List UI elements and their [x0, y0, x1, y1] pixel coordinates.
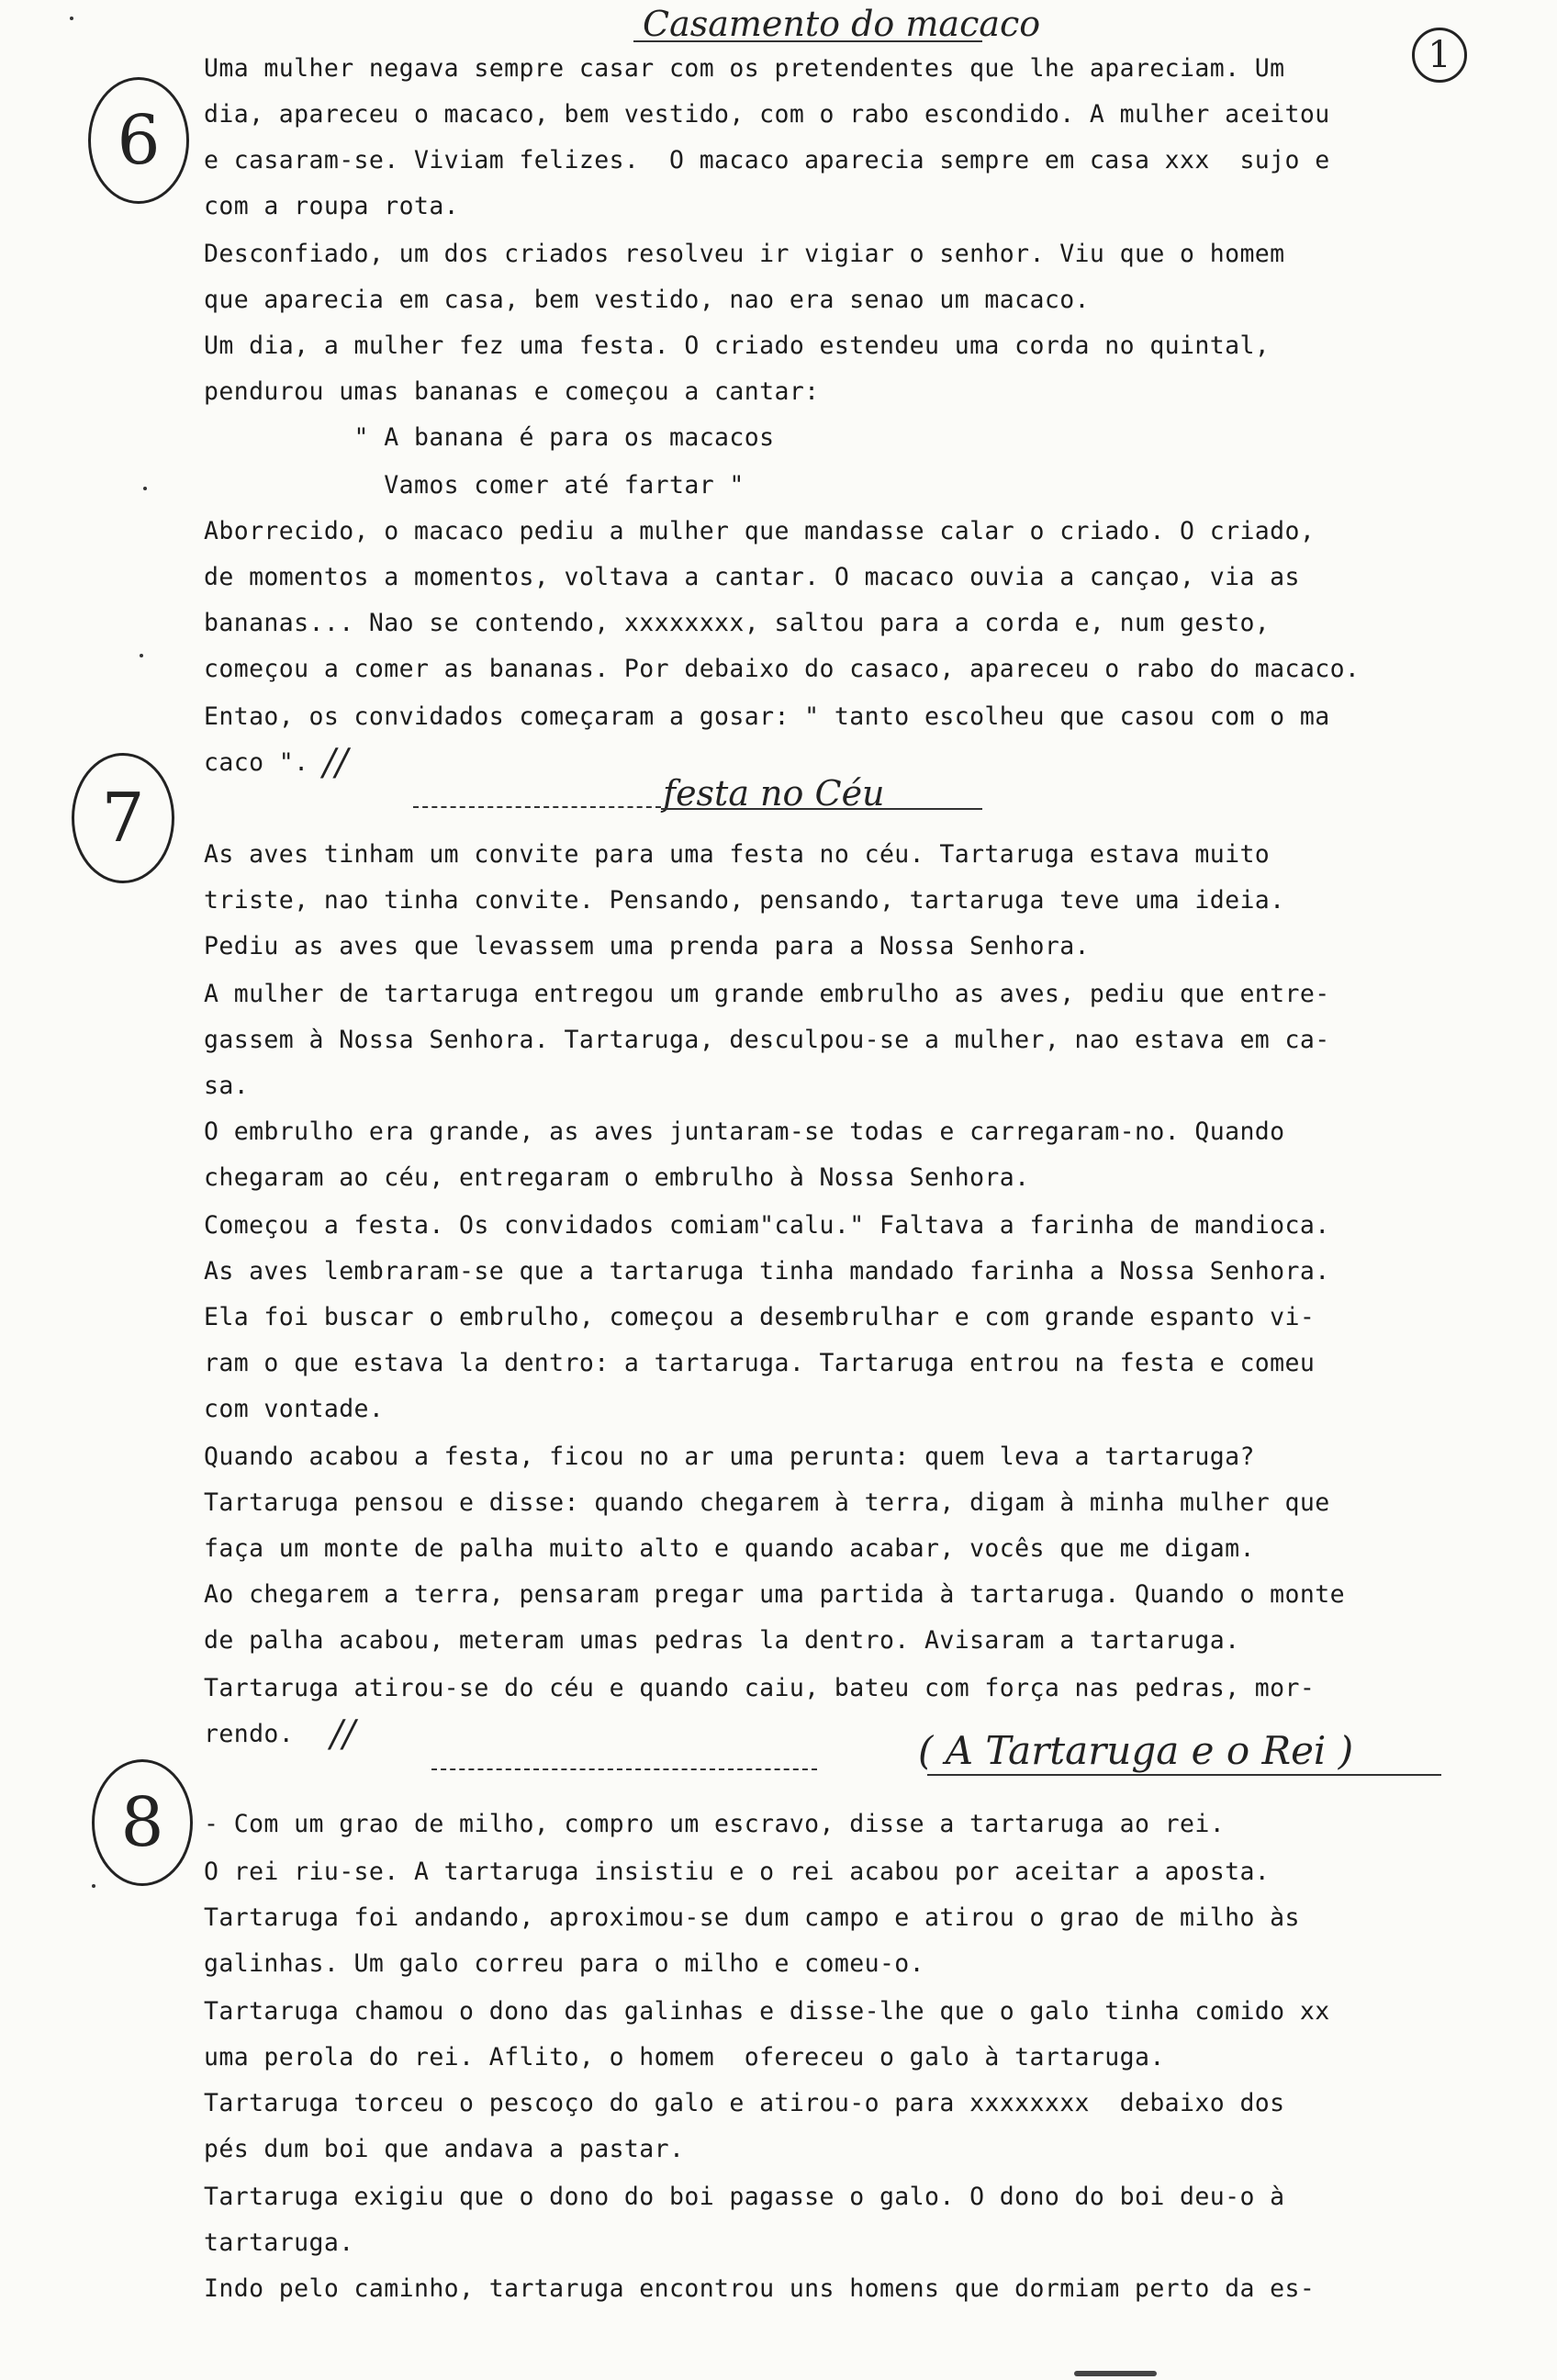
story-number-8: 8 — [120, 1783, 164, 1862]
text-line: dia, apareceu o macaco, bem vestido, com o rabo escondido. A mulher aceitou — [204, 100, 1330, 129]
text-line: Desconfiado, um dos criados resolveu ir vigiar o senhor. Viu que o homem — [204, 240, 1285, 268]
text-line: caco ". — [204, 748, 309, 777]
page-number: 1 — [1428, 34, 1451, 76]
end-of-story-slashes: // — [323, 742, 348, 784]
text-line: Uma mulher negava sempre casar com os pretendentes que lhe apareciam. Um — [204, 54, 1285, 83]
text-line: triste, nao tinha convite. Pensando, pensando, tartaruga teve uma ideia. — [204, 886, 1285, 915]
text-line: As aves lembraram-se que a tartaruga tinha mandado farinha a Nossa Senhora. — [204, 1257, 1330, 1285]
text-line: galinhas. Um galo correu para o milho e comeu-o. — [204, 1949, 925, 1978]
song-line: " A banana é para os macacos — [204, 423, 775, 452]
story-number-circle-7 — [72, 753, 174, 883]
text-line: e casaram-se. Viviam felizes. O macaco aparecia sempre em casa xxx sujo e — [204, 146, 1330, 174]
handwritten-section-title-festa: festa no Céu — [663, 773, 885, 814]
text-line: Ao chegarem a terra, pensaram pregar uma partida à tartaruga. Quando o monte — [204, 1580, 1345, 1609]
text-line: Pediu as aves que levassem uma prenda para a Nossa Senhora. — [204, 932, 1090, 960]
text-line: de palha acabou, meteram umas pedras la dentro. Avisaram a tartaruga. — [204, 1626, 1240, 1655]
text-line: O embrulho era grande, as aves juntaram-se todas e carregaram-no. Quando — [204, 1117, 1285, 1146]
text-line: pés dum boi que andava a pastar. — [204, 2135, 685, 2163]
text-line: O rei riu-se. A tartaruga insistiu e o rei acabou por aceitar a aposta. — [204, 1858, 1271, 1886]
text-line: chegaram ao céu, entregaram o embrulho à Nossa Senhora. — [204, 1163, 1030, 1192]
text-line: com vontade. — [204, 1395, 385, 1423]
text-line: Tartaruga chamou o dono das galinhas e disse-lhe que o galo tinha comido xx — [204, 1997, 1330, 2026]
text-line: gassem à Nossa Senhora. Tartaruga, desculpou-se a mulher, nao estava em ca- — [204, 1026, 1330, 1054]
text-line: de momentos a momentos, voltava a cantar. O macaco ouvia a cançao, via as — [204, 563, 1300, 591]
handwritten-section-title-rei: ( A Tartaruga e o Rei ) — [918, 1728, 1354, 1773]
text-line: uma perola do rei. Aflito, o homem ofereceu o galo à tartaruga. — [204, 2043, 1165, 2071]
text-line: começou a comer as bananas. Por debaixo do casaco, apareceu o rabo do macaco. — [204, 655, 1361, 683]
text-line: Tartaruga pensou e disse: quando chegarem à terra, digam à minha mulher que — [204, 1488, 1330, 1517]
text-line: sa. — [204, 1072, 250, 1100]
text-line: Tartaruga torceu o pescoço do galo e atirou-o para xxxxxxxx debaixo dos — [204, 2089, 1285, 2117]
text-line: Indo pelo caminho, tartaruga encontrou uns homens que dormiam perto da es- — [204, 2274, 1316, 2303]
story-number-circle-6 — [88, 77, 189, 204]
festa-title-underline — [661, 808, 982, 810]
section-divider — [431, 1768, 817, 1770]
text-line: ram o que estava la dentro: a tartaruga. Tartaruga entrou na festa e comeu — [204, 1349, 1316, 1377]
text-line: As aves tinham um convite para uma festa no céu. Tartaruga estava muito — [204, 840, 1271, 869]
text-line: Um dia, a mulher fez uma festa. O criado estendeu uma corda no quintal, — [204, 331, 1271, 360]
handwritten-story-title: Casamento do macaco — [643, 4, 1041, 44]
text-line: Tartaruga foi andando, aproximou-se dum campo e atirou o grao de milho às — [204, 1903, 1300, 1932]
text-line: Aborrecido, o macaco pediu a mulher que mandasse calar o criado. O criado, — [204, 517, 1316, 545]
story-number-6: 6 — [117, 101, 161, 180]
text-line: bananas... Nao se contendo, xxxxxxxx, saltou para a corda e, num gesto, — [204, 609, 1271, 637]
margin-speck — [140, 654, 143, 657]
text-line: tartaruga. — [204, 2228, 354, 2257]
page-number-circle — [1412, 28, 1467, 83]
text-line: Ela foi buscar o embrulho, começou a desembrulhar e com grande espanto vi- — [204, 1303, 1316, 1331]
text-line: Quando acabou a festa, ficou no ar uma perunta: quem leva a tartaruga? — [204, 1443, 1255, 1471]
text-line: com a roupa rota. — [204, 192, 460, 220]
section-divider — [413, 806, 661, 808]
text-line: Tartaruga exigiu que o dono do boi pagasse o galo. O dono do boi deu-o à — [204, 2183, 1285, 2211]
text-line: que aparecia em casa, bem vestido, nao era senao um macaco. — [204, 286, 1090, 314]
text-line: A mulher de tartaruga entregou um grande embrulho as aves, pediu que entre- — [204, 980, 1330, 1008]
header-underline — [633, 40, 982, 42]
text-line: Começou a festa. Os convidados comiam"calu." Faltava a farinha de mandioca. — [204, 1211, 1330, 1240]
scan-smudge — [1074, 2371, 1157, 2376]
story-number-circle-8 — [92, 1759, 193, 1886]
text-line: Entao, os convidados começaram a gosar: " tanto escolheu que casou com o ma — [204, 702, 1330, 731]
margin-speck — [70, 17, 73, 20]
end-of-story-slashes: // — [330, 1713, 355, 1756]
text-line: Tartaruga atirou-se do céu e quando caiu, bateu com força nas pedras, mor- — [204, 1674, 1316, 1702]
text-line: - Com um grao de milho, compro um escravo, disse a tartaruga ao rei. — [204, 1810, 1226, 1838]
story-number-7: 7 — [101, 779, 145, 858]
song-line: Vamos comer até fartar " — [204, 471, 745, 500]
margin-speck — [92, 1884, 95, 1888]
margin-speck — [143, 487, 147, 490]
rei-title-underline — [927, 1774, 1441, 1776]
text-line: pendurou umas bananas e começou a cantar: — [204, 377, 820, 406]
text-line: faça um monte de palha muito alto e quando acabar, vocês que me digam. — [204, 1534, 1255, 1563]
text-line: rendo. — [204, 1720, 295, 1748]
